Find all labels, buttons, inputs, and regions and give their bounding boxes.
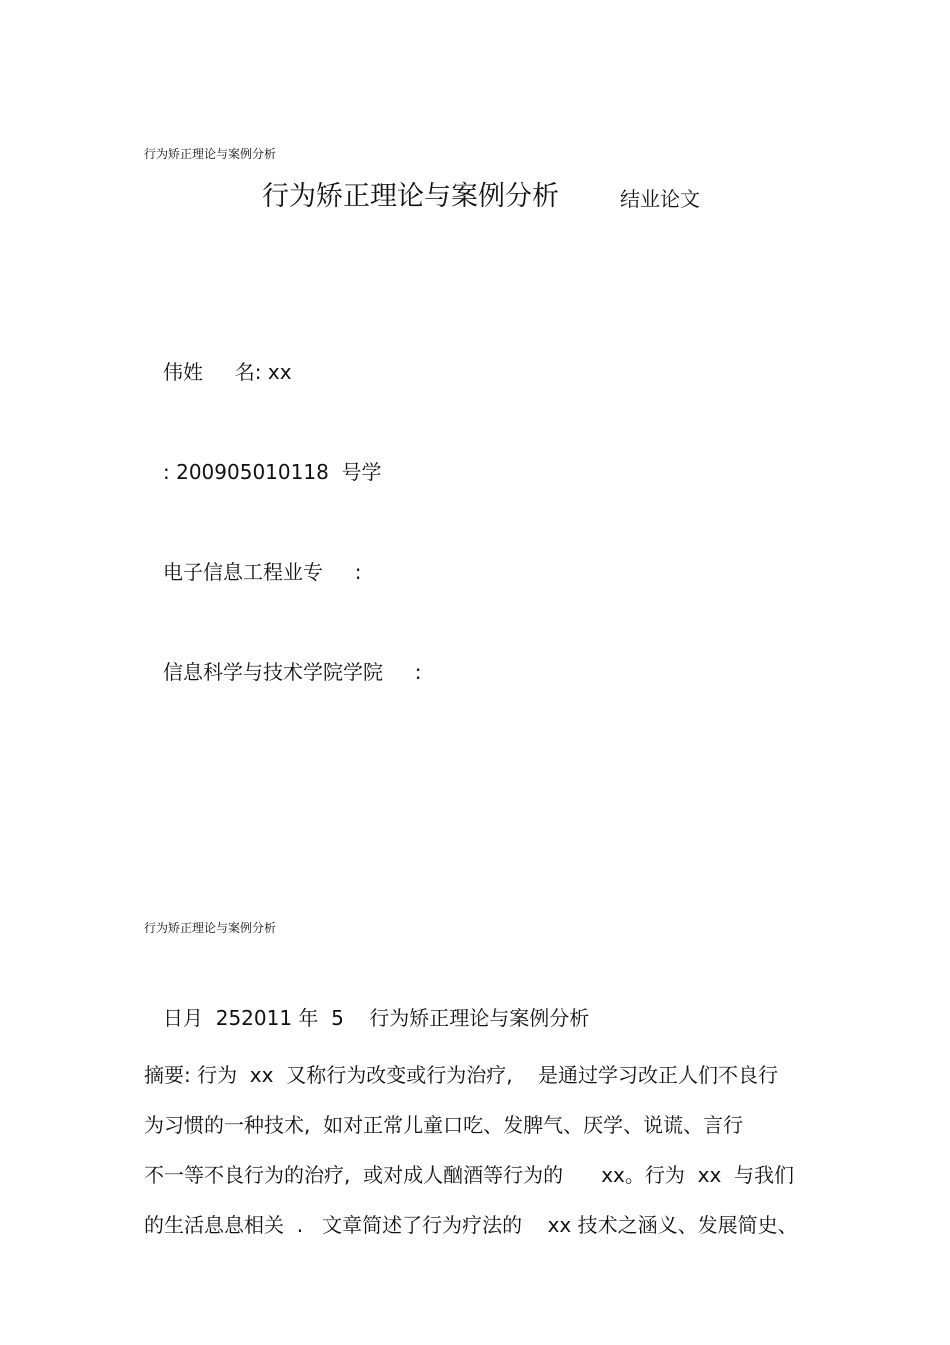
student-id-line: : 200905010118 号学 [163, 460, 382, 484]
abstract [144, 1050, 824, 1250]
abstract-line: 为习惯的一种技术, 如对正常儿童口吃、发脾气、厌学、说谎、言行 [144, 1113, 744, 1137]
major-line: 电子信息工程业专 : [163, 560, 362, 584]
date-line: 日月 252011 年 5 行为矫正理论与案例分析 [163, 1006, 590, 1030]
student-name-line: 伟姓 名: xx [163, 360, 292, 384]
document-subtitle: 结业论文 [620, 187, 700, 211]
college-line: 信息科学与技术学院学院 : [163, 660, 422, 684]
document-title: 行为矫正理论与案例分析 [262, 181, 559, 212]
running-header: 行为矫正理论与案例分析 [144, 147, 277, 161]
abstract-line: 的生活息息相关 . 文章简述了行为疗法的 xx 技术之涵义、发展简史、 [144, 1213, 798, 1237]
running-header: 行为矫正理论与案例分析 [144, 921, 277, 935]
abstract-line: 不一等不良行为的治疗, 或对成人酗酒等行为的 xx。行为 xx 与我们 [144, 1163, 794, 1187]
abstract-line: 摘要: 行为 xx 又称行为改变或行为治疗, 是通过学习改正人们不良行 [144, 1063, 778, 1087]
